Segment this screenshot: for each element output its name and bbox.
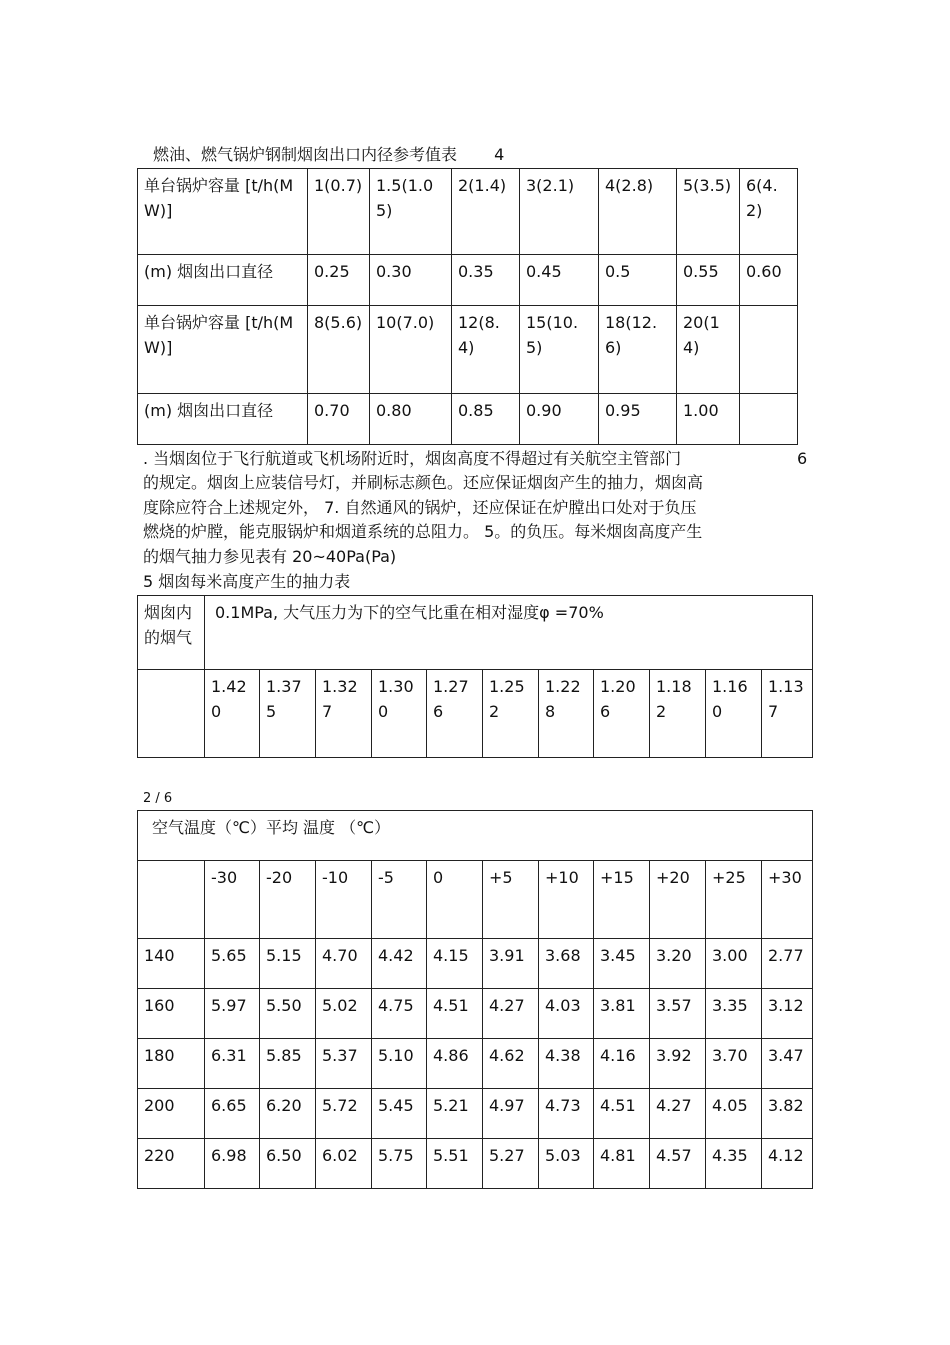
table6-cell: 4.27 xyxy=(483,989,539,1039)
table6-empty-cell xyxy=(138,861,205,939)
paragraph-line-5: 的烟气抽力参见表有 20~40Pa(Pa) xyxy=(143,547,397,566)
table5-density: 1.137 xyxy=(762,670,813,758)
table4-cell: 0.45 xyxy=(520,255,599,306)
table4-cell: 0.90 xyxy=(520,394,599,445)
table5-density: 1.182 xyxy=(650,670,706,758)
table6-cell: 4.27 xyxy=(650,1089,706,1139)
table6-cell: 5.37 xyxy=(316,1039,372,1089)
table6-cell: 5.50 xyxy=(260,989,316,1039)
table6-cell: 4.42 xyxy=(372,939,427,989)
table4-cell: 0.30 xyxy=(370,255,452,306)
table6-cell: 6.98 xyxy=(205,1139,260,1189)
table6-temp: +30 xyxy=(762,861,813,939)
table5-density-row xyxy=(138,670,813,758)
table6-header-row xyxy=(138,811,813,861)
table6-temp-row xyxy=(138,861,813,939)
table5-corner: 烟囱内的烟气 xyxy=(138,596,205,670)
table-row xyxy=(138,989,813,1039)
table6-cell: 2.77 xyxy=(762,939,813,989)
table6-cell: 5.45 xyxy=(372,1089,427,1139)
table6-cell: 3.00 xyxy=(706,939,762,989)
table6-temp: +5 xyxy=(483,861,539,939)
table4-cell xyxy=(740,306,798,394)
table6-cell: 3.70 xyxy=(706,1039,762,1089)
paragraph-line-2: 的规定。烟囱上应装信号灯，并刷标志颜色。还应保证烟囱产生的抽力，烟囱高 xyxy=(143,473,704,492)
table4-cell: 12(8.4) xyxy=(452,306,520,394)
table4-cell: 0.55 xyxy=(677,255,740,306)
table4-cell: 15(10.5) xyxy=(520,306,599,394)
table5-density: 1.327 xyxy=(316,670,372,758)
table6-temp: +15 xyxy=(594,861,650,939)
table6-cell: 3.35 xyxy=(706,989,762,1039)
table6-temp: +20 xyxy=(650,861,706,939)
table6-cell: 4.75 xyxy=(372,989,427,1039)
table5-density: 1.375 xyxy=(260,670,316,758)
table5 xyxy=(137,595,813,758)
table4-cell: 8(5.6) xyxy=(308,306,370,394)
table6-cell: 5.27 xyxy=(483,1139,539,1189)
table4 xyxy=(137,168,798,445)
table6-cell: 4.62 xyxy=(483,1039,539,1089)
table6-cell: 5.65 xyxy=(205,939,260,989)
table6-cell: 4.81 xyxy=(594,1139,650,1189)
table5-header-row xyxy=(138,596,813,670)
table4-number: 4 xyxy=(494,145,505,164)
table5-header: 0.1MPa, 大气压力为下的空气比重在相对湿度φ =70% xyxy=(205,596,813,670)
table6-cell: 4.73 xyxy=(539,1089,594,1139)
table6-temp: +10 xyxy=(539,861,594,939)
table4-cell: 5(3.5) xyxy=(677,169,740,255)
table6-row-temp: 220 xyxy=(138,1139,205,1189)
table5-density: 1.228 xyxy=(539,670,594,758)
table6-cell: 6.65 xyxy=(205,1089,260,1139)
table4-row1-label: 单台锅炉容量 [t/h(MW)] xyxy=(138,169,308,255)
table6-cell: 4.12 xyxy=(762,1139,813,1189)
table6-cell: 3.91 xyxy=(483,939,539,989)
table6-row-temp: 160 xyxy=(138,989,205,1039)
table4-cell: 0.95 xyxy=(599,394,677,445)
table6-cell: 5.21 xyxy=(427,1089,483,1139)
table4-cell: 1.5(1.05) xyxy=(370,169,452,255)
table4-cell: 4(2.8) xyxy=(599,169,677,255)
table6-temp: 0 xyxy=(427,861,483,939)
table6-cell: 4.15 xyxy=(427,939,483,989)
table4-row4-label: (m) 烟囱出口直径 xyxy=(138,394,308,445)
table4-title xyxy=(153,143,504,166)
table4-cell: 6(4.2) xyxy=(740,169,798,255)
table6-cell: 5.10 xyxy=(372,1039,427,1089)
table5-density: 1.206 xyxy=(594,670,650,758)
table6-cell: 3.81 xyxy=(594,989,650,1039)
table5-density: 1.276 xyxy=(427,670,483,758)
table6-cell: 6.31 xyxy=(205,1039,260,1089)
table6-cell: 3.57 xyxy=(650,989,706,1039)
table6 xyxy=(137,810,813,1189)
table4-row2-label: (m) 烟囱出口直径 xyxy=(138,255,308,306)
page-number: 2 / 6 xyxy=(143,791,173,806)
table6-cell: 5.75 xyxy=(372,1139,427,1189)
table4-row-capacity-1 xyxy=(138,169,798,255)
table6-cell: 5.72 xyxy=(316,1089,372,1139)
paragraph-line-4: 燃烧的炉膛，能克服锅炉和烟道系统的总阻力。 5。的负压。每米烟囱高度产生 xyxy=(143,522,703,541)
table6-temp: -5 xyxy=(372,861,427,939)
table4-cell: 0.70 xyxy=(308,394,370,445)
table6-cell: 4.57 xyxy=(650,1139,706,1189)
paragraph-line-1: . 当烟囱位于飞行航道或飞机场附近时，烟囱高度不得超过有关航空主管部门 xyxy=(143,449,682,468)
table6-temp: -10 xyxy=(316,861,372,939)
table6-cell: 5.15 xyxy=(260,939,316,989)
table4-row-diameter-2 xyxy=(138,394,798,445)
table6-cell: 4.51 xyxy=(427,989,483,1039)
table6-cell: 3.82 xyxy=(762,1089,813,1139)
table-row xyxy=(138,1089,813,1139)
table-row xyxy=(138,1039,813,1089)
table4-cell: 0.25 xyxy=(308,255,370,306)
table6-cell: 5.51 xyxy=(427,1139,483,1189)
table6-row-temp: 200 xyxy=(138,1089,205,1139)
table4-row3-label: 单台锅炉容量 [t/h(MW)] xyxy=(138,306,308,394)
table4-cell: 1(0.7) xyxy=(308,169,370,255)
table4-cell: 0.60 xyxy=(740,255,798,306)
paragraph-line-3: 度除应符合上述规定外， 7. 自然通风的锅炉，还应保证在炉膛出口处对于负压 xyxy=(143,498,697,517)
table4-cell: 10(7.0) xyxy=(370,306,452,394)
table4-row-diameter-1 xyxy=(138,255,798,306)
table6-cell: 4.86 xyxy=(427,1039,483,1089)
table6-row-temp: 140 xyxy=(138,939,205,989)
table4-cell: 0.35 xyxy=(452,255,520,306)
table4-cell: 2(1.4) xyxy=(452,169,520,255)
table6-cell: 3.92 xyxy=(650,1039,706,1089)
table4-cell: 0.5 xyxy=(599,255,677,306)
table5-density: 1.420 xyxy=(205,670,260,758)
table6-header: 空气温度（℃）平均 温度 （℃） xyxy=(138,811,813,861)
table4-cell: 18(12.6) xyxy=(599,306,677,394)
table6-cell: 5.02 xyxy=(316,989,372,1039)
table6-temp: -20 xyxy=(260,861,316,939)
table6-cell: 6.20 xyxy=(260,1089,316,1139)
table6-cell: 5.85 xyxy=(260,1039,316,1089)
table6-cell: 3.12 xyxy=(762,989,813,1039)
table6-cell: 3.45 xyxy=(594,939,650,989)
table6-cell: 5.97 xyxy=(205,989,260,1039)
table6-cell: 4.70 xyxy=(316,939,372,989)
table5-empty-cell xyxy=(138,670,205,758)
table4-title-text: 燃油、燃气锅炉钢制烟囱出口内径参考值表 xyxy=(153,145,458,164)
table6-cell: 4.16 xyxy=(594,1039,650,1089)
table4-cell xyxy=(740,394,798,445)
table5-title: 5 烟囱每米高度产生的抽力表 xyxy=(143,572,351,591)
table5-density: 1.300 xyxy=(372,670,427,758)
table6-cell: 3.47 xyxy=(762,1039,813,1089)
table6-cell: 4.51 xyxy=(594,1089,650,1139)
paragraph-line-1-number: 6 xyxy=(797,449,808,468)
table4-cell: 0.85 xyxy=(452,394,520,445)
table5-density: 1.252 xyxy=(483,670,539,758)
table4-cell: 1.00 xyxy=(677,394,740,445)
table6-cell: 3.68 xyxy=(539,939,594,989)
table6-cell: 4.05 xyxy=(706,1089,762,1139)
table6-temp: +25 xyxy=(706,861,762,939)
table6-cell: 4.35 xyxy=(706,1139,762,1189)
table4-cell: 3(2.1) xyxy=(520,169,599,255)
table6-cell: 6.02 xyxy=(316,1139,372,1189)
table4-cell: 20(14) xyxy=(677,306,740,394)
table6-cell: 3.20 xyxy=(650,939,706,989)
table4-cell: 0.80 xyxy=(370,394,452,445)
table6-temp: -30 xyxy=(205,861,260,939)
table6-row-temp: 180 xyxy=(138,1039,205,1089)
table-row xyxy=(138,1139,813,1189)
table6-cell: 4.03 xyxy=(539,989,594,1039)
table6-cell: 6.50 xyxy=(260,1139,316,1189)
table6-cell: 5.03 xyxy=(539,1139,594,1189)
table4-row-capacity-2 xyxy=(138,306,798,394)
table-row xyxy=(138,939,813,989)
table6-cell: 4.97 xyxy=(483,1089,539,1139)
table6-cell: 4.38 xyxy=(539,1039,594,1089)
table5-density: 1.160 xyxy=(706,670,762,758)
